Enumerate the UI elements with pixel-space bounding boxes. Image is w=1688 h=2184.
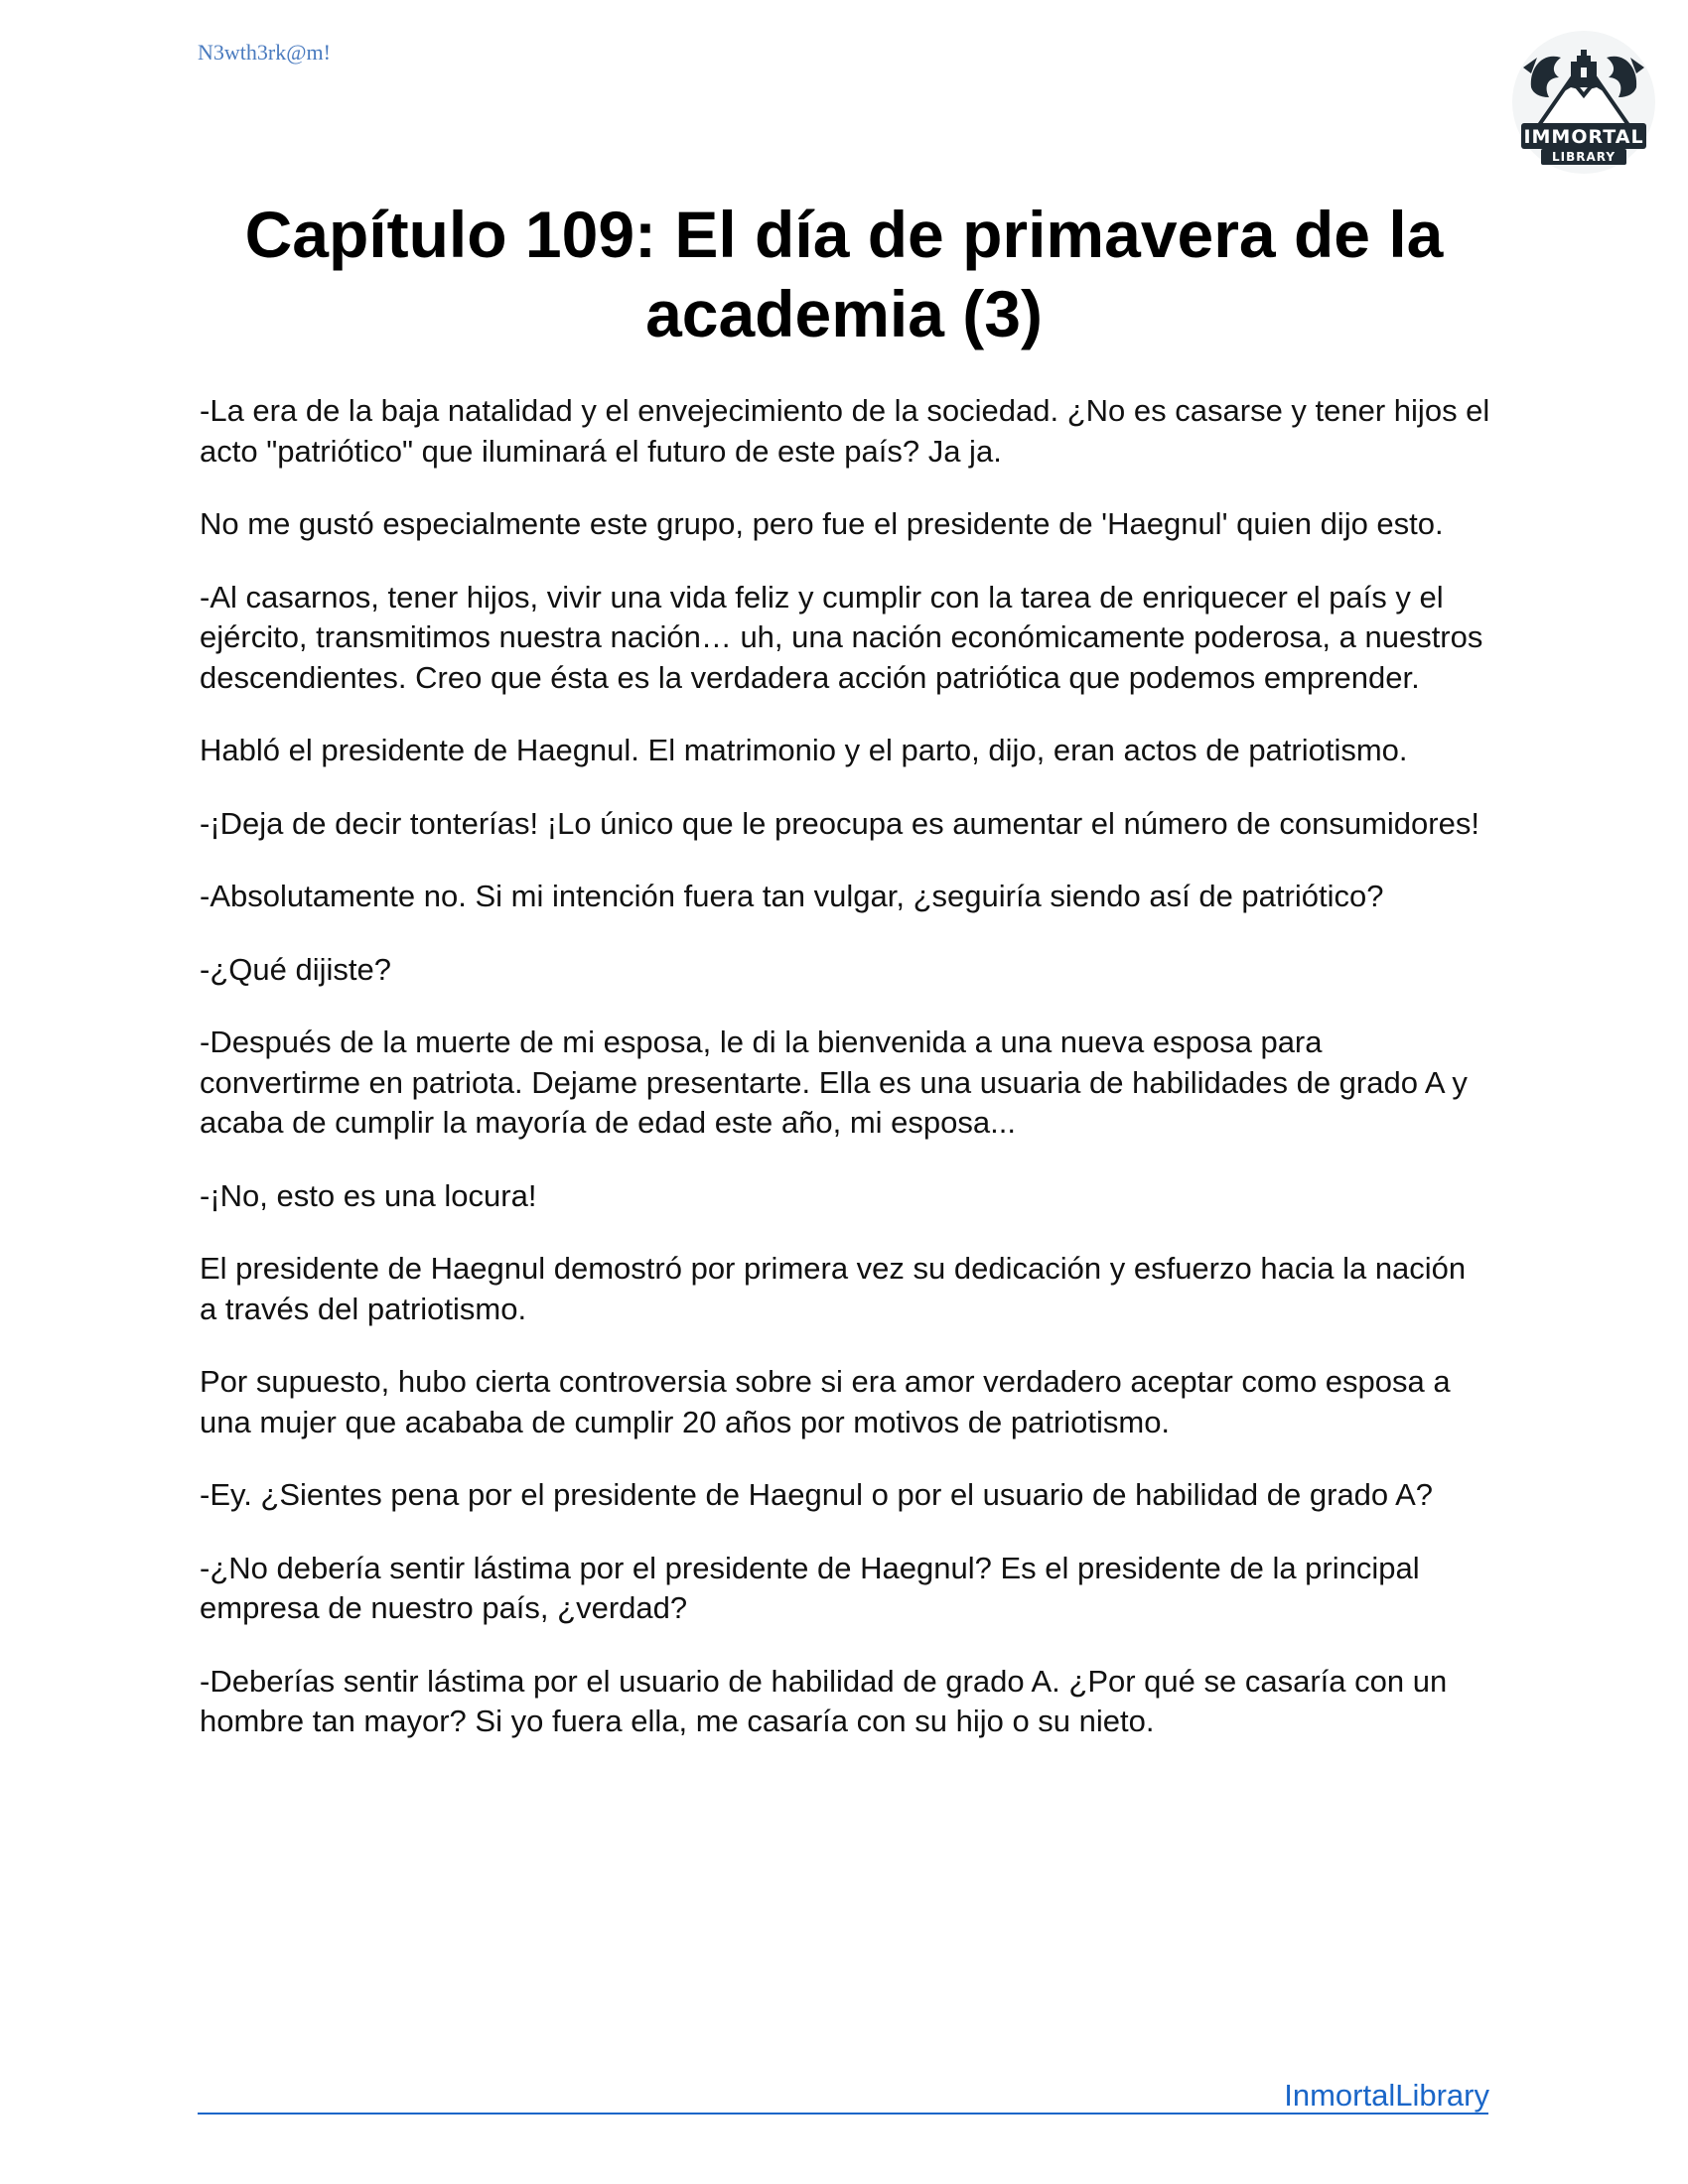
immortal-library-logo-icon — [1509, 28, 1658, 177]
chapter-title: Capítulo 109: El día de primavera de la academia (3) — [244, 198, 1444, 350]
footer-library-link[interactable]: InmortalLibrary — [1284, 2078, 1489, 2113]
paragraph: -Al casarnos, tener hijos, vivir una vida feliz y cumplir con la tarea de enriquecer el país y el ejército, transmitimos nuestra nación… uh, una nación económicamente poderosa, a nuestros descendientes. Creo que ésta es la verdadera acción patriótica que podemos emprender. — [200, 579, 1483, 695]
chapter-body — [200, 391, 1490, 1775]
svg-text:IMMORTAL: IMMORTAL — [1523, 126, 1644, 148]
paragraph: -¡No, esto es una locura! — [200, 1177, 537, 1213]
paragraph: -La era de la baja natalidad y el envejecimiento de la sociedad. ¿No es casarse y tener hijos el acto "patriótico" que iluminará el futuro de este país? Ja ja. — [200, 393, 1490, 469]
paragraph: -Después de la muerte de mi esposa, le di la bienvenida a una nueva esposa para convertirme en patriota. Dejame presentarte. Ella es una usuaria de habilidades de grado A y acaba de cumplir la mayoría de edad este año, mi esposa... — [200, 1024, 1468, 1140]
watermark-text: N3wth3rk@m! — [198, 40, 331, 65]
paragraph: -Ey. ¿Sientes pena por el presidente de Haegnul o por el usuario de habilidad de grado A? — [200, 1477, 1433, 1512]
paragraph: Habló el presidente de Haegnul. El matrimonio y el parto, dijo, eran actos de patriotismo. — [200, 733, 1408, 767]
paragraph: Por supuesto, hubo cierta controversia sobre si era amor verdadero aceptar como esposa a una mujer que acababa de cumplir 20 años por motivos de patriotismo. — [200, 1364, 1451, 1439]
paragraph: No me gustó especialmente este grupo, pero fue el presidente de 'Haegnul' quien dijo esto. — [200, 506, 1444, 541]
paragraph: -¡Deja de decir tonterías! ¡Lo único que le preocupa es aumentar el número de consumidores! — [200, 805, 1479, 841]
paragraph: -Deberías sentir lástima por el usuario de habilidad de grado A. ¿Por qué se casaría con un hombre tan mayor? Si yo fuera ella, me casaría con su hijo o su nieto. — [200, 1663, 1448, 1738]
paragraph: -¿Qué dijiste? — [200, 951, 391, 987]
paragraph: -Absolutamente no. Si mi intención fuera tan vulgar, ¿seguiría siendo así de patriótico? — [200, 879, 1384, 913]
svg-text:LIBRARY: LIBRARY — [1551, 150, 1617, 164]
paragraph: El presidente de Haegnul demostró por primera vez su dedicación y esfuerzo hacia la nación a través del patriotismo. — [200, 1251, 1467, 1326]
paragraph: -¿No debería sentir lástima por el presidente de Haegnul? Es el presidente de la principal empresa de nuestro país, ¿verdad? — [200, 1550, 1420, 1625]
